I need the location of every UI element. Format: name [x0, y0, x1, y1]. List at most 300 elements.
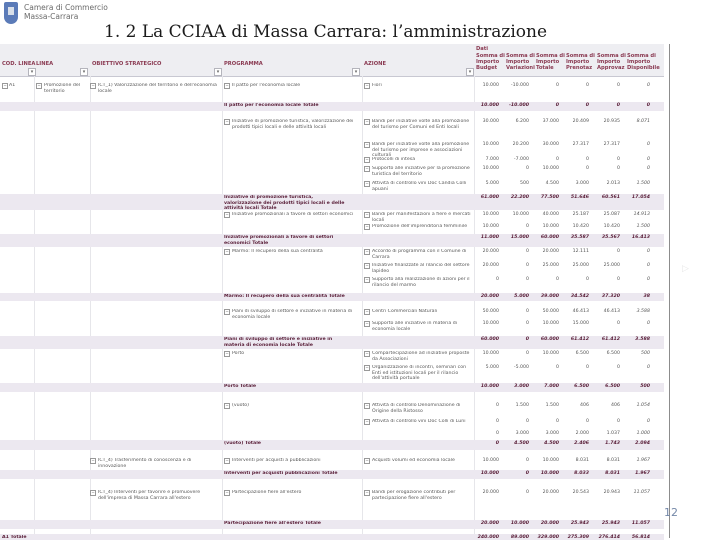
filter-obiettivo-button[interactable]: ▾ [214, 68, 222, 76]
value-cell: 10.000 [480, 471, 499, 476]
value-cell: 10.000 [482, 212, 499, 217]
value-cell: 0 [555, 103, 559, 108]
value-cell: -7.000 [513, 157, 529, 162]
collapse-toggle-icon[interactable]: − [225, 351, 229, 356]
value-cell: 30.000 [482, 119, 499, 124]
table-row [0, 457, 664, 469]
value-cell: 10.000 [480, 103, 499, 108]
value-cell: 60.561 [601, 195, 620, 200]
value-cell: 0 [556, 157, 559, 162]
azione-cell: Acquisti volumi ed economia locale [372, 458, 455, 463]
slide-title: 1. 2 La CCIAA di Massa Carrara: l’amministrazione [104, 22, 548, 42]
collapse-toggle-icon[interactable]: − [365, 490, 369, 495]
value-cell: 3.000 [575, 181, 589, 186]
value-cell: 0 [586, 83, 589, 88]
header-cod-linea: COD. LINEA [2, 61, 36, 67]
value-cell: 1.500 [636, 224, 650, 229]
table-row [0, 276, 664, 290]
value-cell: 0 [496, 419, 499, 424]
value-cell: 39.000 [540, 294, 559, 299]
value-cell: 406 [580, 403, 589, 408]
programma-cell: Porto Totale [224, 384, 257, 389]
table-row [0, 402, 664, 417]
programma-cell: (vuoto) Totale [224, 441, 261, 446]
table-row [0, 418, 664, 429]
value-cell: 1.743 [605, 441, 620, 446]
value-cell: -10.000 [510, 83, 529, 88]
value-cell: 4.500 [544, 441, 559, 446]
value-cell: 0 [496, 403, 499, 408]
value-cell: 6.500 [574, 384, 589, 389]
value-cell: 1.967 [635, 471, 650, 476]
value-cell: 10.000 [482, 351, 499, 356]
value-cell: 406 [611, 403, 620, 408]
programma-cell: Iniziative promozionali a favore di settori economici [232, 212, 354, 217]
value-cell: 37.320 [601, 294, 620, 299]
page-number: 12 [664, 506, 678, 519]
value-cell: 51.646 [570, 195, 589, 200]
linea-cell: Promozione del territorio [44, 83, 81, 94]
table-row [0, 350, 664, 363]
value-cell: 1.500 [636, 181, 650, 186]
table-row [0, 308, 664, 319]
value-cell: 8.031 [575, 458, 589, 463]
value-cell: 0 [525, 471, 529, 476]
table-row [0, 165, 664, 179]
value-cell: 20.000 [480, 521, 499, 526]
total-row [0, 336, 664, 349]
value-cell: 275.309 [567, 535, 589, 540]
value-cell: 0 [586, 277, 589, 282]
value-cell: 10.000 [482, 458, 499, 463]
value-cell: 0 [617, 365, 620, 370]
cod-linea-cell: A1 [9, 83, 16, 88]
collapse-toggle-icon[interactable]: − [365, 83, 369, 88]
value-cell: 8.031 [606, 458, 620, 463]
collapse-toggle-icon[interactable]: − [225, 212, 229, 217]
value-cell: 40.000 [542, 212, 559, 217]
programma-cell: Marmo: Il recupero della sua centralità [232, 249, 323, 254]
azione-cell: Iniziative finalizzate al rilancio del settore lapideo [372, 263, 470, 274]
total-row [0, 470, 664, 479]
value-cell: 20.000 [542, 490, 559, 495]
value-cell: 500 [640, 384, 650, 389]
programma-cell: Iniziative di promozione turistica, valorizzazione dei prodotti tipici locali e delle attività locali Totale [224, 195, 345, 212]
value-cell: 25.087 [603, 212, 620, 217]
azione-cell: Supporto alle iniziative per la promozione turistica del territorio [372, 166, 470, 177]
collapse-toggle-icon[interactable]: − [365, 277, 369, 282]
azione-cell: Organizzazione di incontri, seminari con Enti ed istituzioni locali per il rilancio dell'attività portuale [372, 365, 467, 382]
total-row [0, 234, 664, 247]
value-cell: 0 [526, 419, 529, 424]
value-cell: 5.000 [514, 294, 529, 299]
value-cell: 10.000 [482, 224, 499, 229]
value-cell: 25.000 [603, 263, 620, 268]
value-cell: 0 [496, 431, 499, 436]
table-row [0, 82, 664, 92]
value-cell: 20.200 [512, 142, 529, 147]
value-cell: 2.406 [574, 441, 589, 446]
logo-text [24, 3, 108, 21]
value-cell: 0 [526, 458, 529, 463]
collapse-toggle-icon[interactable]: − [365, 212, 369, 217]
collapse-toggle-icon[interactable]: − [225, 458, 229, 463]
value-cell: 61.412 [570, 337, 589, 342]
value-cell: 0 [617, 321, 620, 326]
value-cell: 8.071 [636, 119, 650, 124]
table-row [0, 489, 664, 512]
collapse-toggle-icon[interactable]: − [91, 458, 95, 463]
collapse-toggle-icon[interactable]: − [365, 419, 369, 424]
table-row [0, 223, 664, 233]
programma-cell: Partecipazione fiere all'estero [232, 490, 302, 495]
value-cell: 20.000 [482, 249, 499, 254]
value-cell: 240.000 [477, 535, 499, 540]
programma-cell: Marmo: Il recupero della sua centralità Totale [224, 294, 345, 299]
value-cell: 0 [556, 277, 559, 282]
value-cell: 20.000 [540, 521, 559, 526]
value-cell: 0 [617, 249, 620, 254]
value-cell: 0 [586, 419, 589, 424]
value-cell: 10.000 [540, 471, 559, 476]
value-cell: 25.943 [570, 521, 589, 526]
value-cell: 20.000 [482, 263, 499, 268]
programma-cell: Partecipazione fiere all'estero Totale [224, 521, 321, 526]
value-cell: 35.567 [601, 235, 620, 240]
value-cell: 4.500 [545, 181, 559, 186]
value-cell: 11.000 [480, 235, 499, 240]
programma-cell: Piani di sviluppo di settore e iniziative in materia di economia locale [232, 309, 353, 320]
value-cell: 10.420 [603, 224, 620, 229]
table-row [0, 211, 664, 222]
obiettivo-cell: ICT_4) Trasferimento di conoscenza e di innovazione [98, 458, 192, 469]
value-cell: 0 [556, 419, 559, 424]
azione-cell: Bandi per iniziative volte alla promozione del turismo per imprese e associazioni culturali [372, 142, 470, 159]
value-cell: 61.412 [601, 337, 620, 342]
coat-of-arms-icon [4, 2, 18, 24]
value-cell: 0 [647, 157, 650, 162]
value-cell: 3.588 [636, 309, 650, 314]
value-cell: 4.500 [514, 441, 529, 446]
value-cell: 6.500 [605, 384, 620, 389]
collapse-toggle-icon[interactable]: − [37, 83, 41, 88]
programma-cell: Piani di sviluppo di settore e iniziative in materia di economia locale Totale [224, 337, 333, 348]
value-cell: 11.057 [631, 521, 650, 526]
collapse-toggle-icon[interactable]: − [3, 83, 7, 88]
total-row [0, 293, 664, 301]
header-azione: AZIONE [364, 61, 387, 67]
value-cell: 10.000 [542, 166, 559, 171]
programma-cell: Interventi per acquisti a pubblicazioni [232, 458, 321, 463]
value-cell: 1.500 [515, 403, 529, 408]
value-cell: 3.000 [514, 384, 529, 389]
logo-line-1: Camera di Commercio [24, 3, 108, 12]
azione-cell: Accordo di programma con il Comune di Carrara [372, 249, 467, 260]
programma-cell: Il patto per l'economia locale [232, 83, 301, 88]
table-row [0, 430, 664, 439]
value-cell: 10.000 [482, 142, 499, 147]
value-cell: -10.000 [508, 103, 529, 108]
value-cell: 2.000 [575, 431, 589, 436]
table-row [0, 118, 664, 138]
programma-cell: Iniziative promozionali a favore di settori economici Totale [224, 235, 334, 246]
azione-cell: Supporto alle iniziative in materia di economia locale [372, 321, 458, 332]
collapse-toggle-icon[interactable]: − [91, 83, 95, 88]
collapse-toggle-icon[interactable]: − [225, 309, 229, 314]
table-row [0, 141, 664, 159]
collapse-toggle-icon[interactable]: − [365, 263, 369, 268]
value-cell: 0 [617, 277, 620, 282]
header-obiettivo: OBIETTIVO STRATEGICO [92, 61, 162, 67]
value-cell: 0 [586, 157, 589, 162]
value-cell: 25.943 [601, 521, 620, 526]
value-cell: 0 [525, 337, 529, 342]
value-cell: 10.000 [482, 321, 499, 326]
value-cell: 10.000 [512, 212, 529, 217]
value-cell: 1.967 [636, 458, 650, 463]
collapse-toggle-icon[interactable]: − [365, 166, 369, 171]
value-cell: 0 [586, 365, 589, 370]
value-cell: 16.413 [631, 235, 650, 240]
value-cell: 6.500 [606, 351, 620, 356]
azione-cell: Compartecipazione ad iniziative proposte da Associazioni [372, 351, 470, 362]
filter-programma-button[interactable]: ▾ [352, 68, 360, 76]
azione-cell: Bandi per erogazione contributi per partecipazione fiere all'estero [372, 490, 456, 501]
value-cell: 15.000 [572, 321, 589, 326]
collapse-toggle-icon[interactable]: − [365, 119, 369, 124]
value-cell: 0 [647, 142, 650, 147]
value-cell: 0 [526, 321, 529, 326]
header-disponibile: Somma di Importo Disponibile [627, 53, 660, 72]
value-cell: 46.413 [603, 309, 620, 314]
programma-cell: Interventi per acquisti pubblicazioni Totale [224, 471, 338, 476]
value-cell: 0 [526, 351, 529, 356]
value-cell: 30.000 [542, 142, 559, 147]
header-programma: PROGRAMMA [224, 61, 263, 67]
header-budget: Somma di Importo Budget [476, 53, 505, 72]
collapse-toggle-icon[interactable]: − [365, 249, 369, 254]
table-row [0, 156, 664, 164]
programma-cell: Iniziative di promozione turistica, valorizzazione dei prodotti tipici locali e delle attività locali [232, 119, 354, 130]
header-approvaz: Somma di Importo Approvaz [597, 53, 626, 72]
slide-border [669, 44, 670, 538]
value-cell: 10.000 [510, 521, 529, 526]
total-row [0, 383, 664, 392]
filter-linea-button[interactable]: ▾ [80, 68, 88, 76]
obiettivo-cell: ICT_1) Valorizzazione del territorio e dell'economia locale [98, 83, 217, 94]
header-totale: Somma di Importo Totale [536, 53, 565, 72]
total-row [0, 440, 664, 450]
collapse-toggle-icon[interactable]: − [225, 249, 229, 254]
header-prenotaz: Somma di Importo Prenotaz [566, 53, 595, 72]
header-variazioni: Somma di Importo Variazioni [506, 53, 535, 72]
value-cell: 77.500 [540, 195, 559, 200]
value-cell: 10.000 [482, 83, 499, 88]
value-cell: 10.000 [542, 321, 559, 326]
collapse-toggle-icon[interactable]: − [365, 181, 369, 186]
total-row [0, 520, 664, 529]
table-row [0, 320, 664, 334]
value-cell: 38 [643, 294, 650, 299]
collapse-toggle-icon[interactable]: − [365, 224, 369, 229]
value-cell: 0 [646, 103, 650, 108]
value-cell: 0 [526, 249, 529, 254]
value-cell: 0 [556, 365, 559, 370]
collapse-toggle-icon[interactable]: − [365, 365, 369, 370]
value-cell: 20.943 [603, 490, 620, 495]
value-cell: 35.587 [570, 235, 589, 240]
value-cell: 0 [647, 249, 650, 254]
value-cell: 1.037 [606, 431, 620, 436]
value-cell: 0 [617, 166, 620, 171]
value-cell: 3.000 [545, 431, 559, 436]
table-row [0, 180, 664, 193]
programma-cell: (vuoto) [232, 403, 249, 408]
azione-cell: Fiori [372, 83, 382, 88]
value-cell: 0 [647, 263, 650, 268]
value-cell: 7.000 [485, 157, 499, 162]
programma-cell: Il patto per l'economia locale Totale [224, 103, 319, 108]
value-cell: 3.588 [635, 337, 650, 342]
value-cell: 61.000 [480, 195, 499, 200]
collapse-toggle-icon[interactable]: − [225, 83, 229, 88]
value-cell: 34.542 [570, 294, 589, 299]
collapse-toggle-icon[interactable]: − [365, 403, 369, 408]
collapse-toggle-icon[interactable]: − [365, 157, 369, 162]
pivot-table [0, 44, 664, 540]
value-cell: 1.054 [636, 403, 650, 408]
table-row [0, 364, 664, 382]
value-cell: 6.200 [515, 119, 529, 124]
value-cell: 0 [647, 277, 650, 282]
value-cell: 12.111 [572, 249, 589, 254]
azione-cell: Attività di controllo Denominazione di Origine della Ristosso [372, 403, 461, 414]
table-row [0, 262, 664, 275]
value-cell: 0 [616, 103, 620, 108]
value-cell: 0 [647, 365, 650, 370]
header-linea: LINEA [36, 61, 54, 67]
value-cell: 27.317 [572, 142, 589, 147]
value-cell: 20.409 [572, 119, 589, 124]
collapse-toggle-icon[interactable]: − [365, 458, 369, 463]
collapse-toggle-icon[interactable]: − [225, 403, 229, 408]
value-cell: 89.000 [510, 535, 529, 540]
value-cell: 60.000 [540, 235, 559, 240]
filter-cod-linea-button[interactable]: ▾ [28, 68, 36, 76]
logo-line-2: Massa-Carrara [24, 12, 79, 21]
collapse-toggle-icon[interactable]: − [365, 142, 369, 147]
value-cell: 46.413 [572, 309, 589, 314]
value-cell: 25.187 [572, 212, 589, 217]
value-cell: 20.935 [603, 119, 620, 124]
value-cell: 14.913 [633, 212, 650, 217]
value-cell: 11.057 [633, 490, 650, 495]
azione-cell: Attività di controllo vini Doc Colli di Luni [372, 419, 466, 424]
value-cell: 10.000 [542, 224, 559, 229]
value-cell: 329.000 [537, 535, 559, 540]
value-cell: 10.000 [542, 351, 559, 356]
value-cell: 0 [617, 419, 620, 424]
azione-cell: Attività di controllo vini Doc Candia Colli apuani [372, 181, 467, 192]
value-cell: 8.033 [574, 471, 589, 476]
value-cell: 0 [526, 490, 529, 495]
value-cell: 0 [526, 166, 529, 171]
value-cell: 15.000 [510, 235, 529, 240]
value-cell: 1.500 [545, 403, 559, 408]
value-cell: 22.200 [510, 195, 529, 200]
value-cell: 0 [647, 166, 650, 171]
value-cell: 1.000 [636, 431, 650, 436]
total-row [0, 534, 664, 540]
table-row [0, 248, 664, 261]
value-cell: 0 [556, 83, 559, 88]
value-cell: 17.054 [631, 195, 650, 200]
collapse-toggle-icon[interactable]: − [91, 490, 95, 495]
value-cell: 60.000 [480, 337, 499, 342]
value-cell: 20.000 [542, 249, 559, 254]
cod-linea-cell: A1 Totale [2, 535, 27, 540]
azione-cell: Bandi per manifestazioni a fiere e mercati locali [372, 212, 471, 223]
total-row [0, 194, 664, 210]
value-cell: 25.000 [542, 263, 559, 268]
value-cell: 20.000 [482, 490, 499, 495]
collapse-toggle-icon[interactable]: − [225, 490, 229, 495]
value-cell: 60.000 [540, 337, 559, 342]
value-cell: 20.000 [480, 294, 499, 299]
value-cell: 500 [641, 351, 650, 356]
collapse-toggle-icon[interactable]: − [225, 119, 229, 124]
collapse-toggle-icon[interactable]: − [365, 321, 369, 326]
programma-cell: Porto [232, 351, 245, 356]
value-cell: 10.000 [482, 166, 499, 171]
next-slide-arrow-icon: ▷ [682, 264, 689, 274]
obiettivo-cell: ICT_4) Interventi per favorire e promuovere dell'impresa di Massa Carrara all'estero [98, 490, 201, 501]
value-cell: 5.000 [485, 365, 499, 370]
value-cell: 25.000 [572, 263, 589, 268]
value-cell: 0 [526, 277, 529, 282]
filter-azione-button[interactable]: ▾ [466, 68, 474, 76]
value-cell: 0 [526, 309, 529, 314]
value-cell: 0 [617, 83, 620, 88]
value-cell: 56.814 [631, 535, 650, 540]
value-cell: 0 [586, 166, 589, 171]
value-cell: 2.013 [606, 181, 620, 186]
value-cell: 0 [526, 263, 529, 268]
value-cell: -5.000 [513, 365, 529, 370]
collapse-toggle-icon[interactable]: − [365, 351, 369, 356]
value-cell: 0 [526, 224, 529, 229]
value-cell: 10.000 [480, 384, 499, 389]
value-cell: 5.000 [485, 181, 499, 186]
value-cell: 0 [495, 441, 499, 446]
azione-cell: Promozione dell'imprenditoria femminile [372, 224, 468, 229]
value-cell: 8.031 [605, 471, 620, 476]
header-dati: Dati [476, 46, 489, 52]
value-cell: 20.543 [572, 490, 589, 495]
table-header [0, 44, 664, 77]
collapse-toggle-icon[interactable]: − [365, 309, 369, 314]
azione-cell: Bandi per iniziative volte alla promozione del turismo per Comuni ed Enti locali [372, 119, 470, 130]
value-cell: 6.500 [575, 351, 589, 356]
value-cell: 276.414 [598, 535, 620, 540]
value-cell: 27.317 [603, 142, 620, 147]
value-cell: 500 [520, 181, 529, 186]
value-cell: 0 [585, 103, 589, 108]
azione-cell: Protocolli di intesa [372, 157, 416, 162]
value-cell: 50.000 [482, 309, 499, 314]
value-cell: 2.094 [635, 441, 650, 446]
total-row [0, 102, 664, 111]
